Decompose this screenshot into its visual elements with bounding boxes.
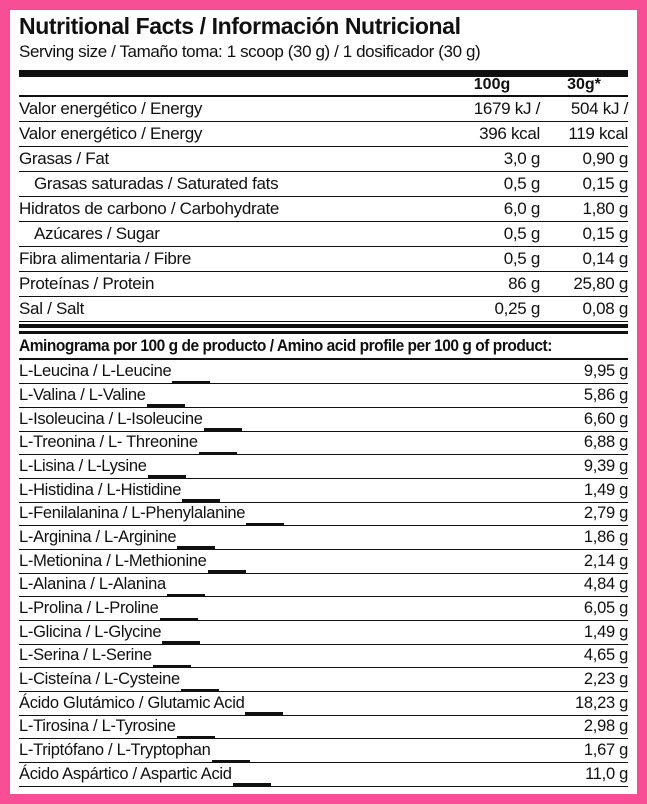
amino-acid-label: L-Prolina / L-Proline: [19, 599, 159, 617]
amino-acid-label: L-Arginina / L-Arginine: [19, 527, 177, 546]
amino-acid-value: 2,23 g: [583, 670, 628, 689]
underscore-leader: [181, 689, 219, 692]
nutrition-row: [19, 222, 628, 247]
amino-acid-label: L-Leucina / L-Leucine: [19, 362, 172, 381]
amino-acid-label: Ácido Glutámico / Glutamic Acid: [19, 693, 245, 712]
amino-acid-row: [19, 668, 628, 692]
value-per-100g: 396 kcal: [479, 124, 540, 144]
underscore-leader: [153, 665, 191, 668]
nutrient-label: Fibra alimentaria / Fibre: [19, 249, 192, 269]
underscore-leader: [208, 570, 246, 573]
amino-acid-label: L-Treonina / L- Threonine: [19, 433, 198, 452]
amino-acid-label: L-Tirosina / L-Tyrosine: [19, 717, 176, 736]
amino-acid-row: [19, 716, 628, 740]
value-per-100g: 0,5 g: [503, 174, 540, 194]
amino-acid-label: L-Serina / L-Serine: [19, 646, 152, 665]
nutrient-label: Hidratos de carbono / Carbohydrate: [19, 199, 280, 219]
underscore-leader: [182, 499, 220, 502]
nutrition-row: [19, 297, 628, 322]
amino-acid-row: [19, 526, 628, 550]
value-per-30g: 0,15 g: [582, 174, 628, 194]
amino-acid-value: 4,65 g: [583, 646, 628, 665]
amino-acid-label: L-Valina / L-Valine: [19, 385, 146, 404]
amino-acid-label: L-Triptófano / L-Tryptophan: [19, 741, 211, 760]
amino-acid-value: 6,05 g: [583, 599, 628, 617]
underscore-leader: [148, 475, 186, 478]
underscore-leader: [177, 736, 215, 739]
underscore-leader: [167, 594, 205, 597]
underscore-leader: [246, 523, 284, 526]
value-per-30g: 25,80 g: [573, 274, 628, 294]
underscore-leader: [172, 381, 210, 384]
amino-section-heading: Aminograma por 100 g de producto / Amino acid profile per 100 g of product:: [19, 337, 552, 356]
amino-acid-label: L-Metionina / L-Methionine: [19, 551, 207, 570]
nutrition-row: [19, 172, 628, 197]
nutrition-row: [19, 247, 628, 272]
amino-acid-row: [19, 479, 628, 503]
value-per-30g: 0,08 g: [582, 299, 628, 319]
amino-acid-row: [19, 621, 628, 645]
nutrition-row: [19, 147, 628, 172]
nutrient-label: Grasas saturadas / Saturated fats: [34, 174, 279, 194]
nutrient-label: Azúcares / Sugar: [34, 224, 160, 244]
nutrient-label: Grasas / Fat: [19, 149, 109, 169]
value-per-30g: 504 kJ /: [570, 99, 628, 119]
nutrition-table: [19, 97, 628, 322]
amino-acid-value: 6,60 g: [583, 409, 628, 428]
amino-acid-value: 6,88 g: [583, 433, 628, 452]
value-per-100g: 3,0 g: [503, 149, 540, 169]
underscore-leader: [199, 452, 237, 455]
value-per-30g: 119 kcal: [568, 124, 628, 144]
amino-acid-row: [19, 432, 628, 456]
nutrition-label-body: [10, 10, 637, 794]
nutrition-row: [19, 122, 628, 147]
amino-acid-value: 1,49 g: [583, 480, 628, 499]
serving-size-text: Serving size / Tamaño toma: 1 scoop (30 g) / 1 dosificador (30 g): [19, 42, 481, 62]
column-header-100g: 100g: [473, 76, 511, 94]
nutrition-row: [19, 272, 628, 297]
double-divider: [19, 324, 628, 334]
amino-acid-label: L-Glicina / L-Glycine: [19, 622, 162, 641]
amino-acid-row: [19, 739, 628, 763]
amino-acid-label: L-Fenilalanina / L-Phenylalanine: [19, 504, 246, 523]
amino-acid-row: [19, 503, 628, 527]
amino-acid-row: [19, 360, 628, 384]
amino-acid-row: [19, 550, 628, 574]
value-per-100g: 0,5 g: [503, 249, 540, 269]
amino-acid-label: L-Histidina / L-Histidine: [19, 480, 182, 499]
amino-acid-row: [19, 408, 628, 432]
value-per-100g: 0,5 g: [503, 224, 540, 244]
nutrition-row: [19, 97, 628, 122]
amino-acid-value: 11,0 g: [585, 764, 628, 783]
nutrient-label: Valor energético / Energy: [19, 124, 203, 144]
amino-acid-row: [19, 692, 628, 716]
underscore-leader: [212, 760, 250, 763]
column-header-30g: 30g*: [567, 76, 601, 94]
value-per-30g: 0,14 g: [582, 249, 628, 269]
value-per-100g: 1679 kJ /: [473, 99, 540, 119]
underscore-leader: [147, 404, 185, 407]
amino-acid-value: 1,49 g: [583, 622, 628, 641]
amino-acid-value: 2,98 g: [583, 717, 628, 736]
amino-acid-value: 9,39 g: [583, 456, 628, 475]
amino-acid-value: 9,95 g: [583, 362, 628, 381]
nutrient-label: Sal / Salt: [19, 299, 85, 319]
underscore-leader: [160, 618, 198, 621]
amino-acid-value: 18,23 g: [575, 693, 628, 712]
amino-acid-row: [19, 597, 628, 621]
value-per-100g: 86 g: [508, 274, 540, 294]
amino-acid-value: 1,67 g: [583, 741, 628, 760]
amino-acid-label: L-Alanina / L-Alanina: [19, 575, 166, 594]
underscore-leader: [177, 546, 215, 549]
value-per-30g: 0,15 g: [582, 224, 628, 244]
amino-acid-value: 1,86 g: [583, 527, 628, 546]
amino-acid-table: [19, 360, 628, 786]
value-per-100g: 0,25 g: [494, 299, 540, 319]
amino-heading-row: [19, 334, 628, 360]
amino-acid-row: [19, 384, 628, 408]
amino-acid-value: 2,14 g: [583, 551, 628, 570]
amino-acid-label: L-Lisina / L-Lysine: [19, 456, 147, 475]
amino-acid-value: 4,84 g: [583, 575, 628, 594]
underscore-leader: [162, 641, 200, 644]
underscore-leader: [233, 783, 271, 786]
nutrition-row: [19, 197, 628, 222]
value-per-30g: 0,90 g: [582, 149, 628, 169]
amino-acid-value: 2,79 g: [583, 504, 628, 523]
amino-acid-row: [19, 455, 628, 479]
amino-acid-row: [19, 763, 628, 787]
label-title: Nutritional Facts / Información Nutricional: [19, 13, 461, 39]
amino-acid-row: [19, 645, 628, 669]
column-header-row: [19, 77, 628, 97]
amino-acid-label: L-Isoleucina / L-Isoleucine: [19, 409, 203, 428]
underscore-leader: [204, 428, 242, 431]
nutrient-label: Valor energético / Energy: [19, 99, 203, 119]
amino-acid-label: Ácido Aspártico / Aspartic Acid: [19, 764, 232, 783]
amino-acid-value: 5,86 g: [583, 385, 628, 404]
amino-acid-row: [19, 574, 628, 598]
value-per-30g: 1,80 g: [582, 199, 628, 219]
amino-acid-label: L-Cisteína / L-Cysteine: [19, 670, 180, 689]
value-per-100g: 6,0 g: [503, 199, 540, 219]
nutrient-label: Proteínas / Protein: [19, 274, 155, 294]
underscore-leader: [245, 712, 283, 715]
